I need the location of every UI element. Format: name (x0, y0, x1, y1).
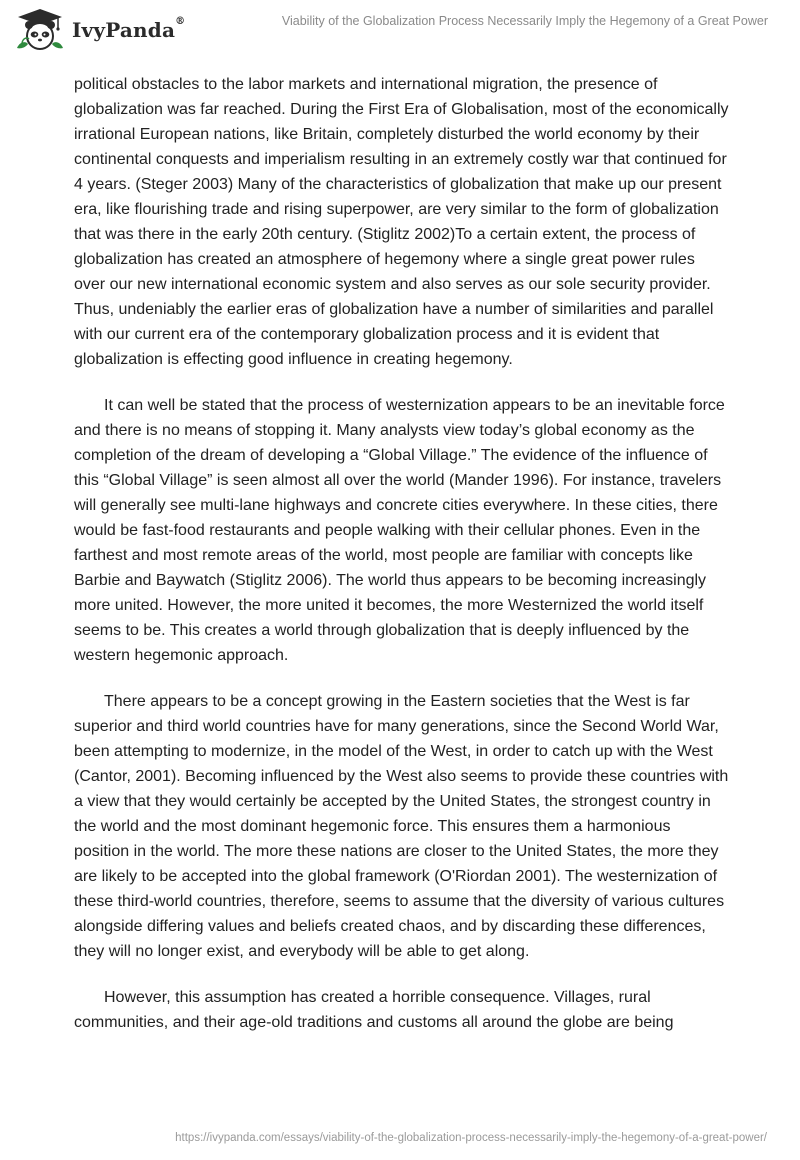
registered-mark: ® (175, 16, 186, 27)
paragraph: There appears to be a concept growing in the Eastern societies that the West is far superior and third world countries have for many generations, since the Second World War, been attempting to modernize, in the model of the West, in order to catch up with the West (Cantor, 2001). Becoming influenced by the West also seems to provide these countries with a view that they would certainly be accepted by the United States, the strongest country in the world and the most dominant hegemonic force. This ensures them a harmonious position in the world. The more these nations are closer to the United States, the more they are likely to be accepted into the global framework (O'Riordan 2001). The westernization of these third-world countries, therefore, seems to assume that the diversity of various cultures alongside differing values and beliefs created chaos, and by discarding these differences, they will no longer exist, and everybody will be able to get along. (74, 693, 729, 960)
source-url[interactable]: https://ivypanda.com/essays/viability-of-the-globalization-process-necessarily-imply-the-hegemony-of-a-great-power/ (175, 1132, 767, 1144)
ivypanda-logo[interactable] (14, 8, 185, 52)
paragraph: political obstacles to the labor markets and international migration, the presence of globalization was far reached. During the First Era of Globalisation, most of the economically irrational European nations, like Britain, completely disturbed the world economy by their continental conquests and imperialism resulting in an extremely costly war that continued for 4 years. (Steger 2003) Many of the characteristics of globalization that make up our present era, like flourishing trade and rising superpower, are very similar to the form of globalization that was there in the early 20th century. (Stiglitz 2002)To a certain extent, the process of globalization has created an atmosphere of hegemony where a single great power rules over our new international economic system and also serves as our sole security provider. Thus, undeniably the earlier eras of globalization have a number of similarities and parallel with our current era of the contemporary globalization process and it is evident that globalization is effecting good influence in creating hegemony. (74, 76, 729, 368)
brand-label: IvyPanda (72, 18, 176, 42)
paragraph: It can well be stated that the process of westernization appears to be an inevitable force and there is no means of stopping it. Many analysts view today’s global economy as the completion of the dream of developing a “Global Village.” The evidence of the influence of this “Global Village” is seen almost all over the world (Mander 1996). For instance, travelers will generally see multi-lane highways and concrete cities everywhere. In these cities, there would be fast-food restaurants and people walking with their cellular phones. Even in the farthest and most remote areas of the world, most people are familiar with concepts like Barbie and Baywatch (Stiglitz 2006). The world thus appears to be becoming increasingly more united. However, the more united it becomes, the more Westernized the world itself seems to be. This creates a world through globalization that is deeply influenced by the western hegemonic approach. (74, 397, 725, 664)
panda-graduation-cap-icon (14, 8, 66, 52)
paragraph: However, this assumption has created a horrible consequence. Villages, rural communities, and their age-old traditions and customs all around the globe are being (74, 989, 674, 1031)
document-title: Viability of the Globalization Process Necessarily Imply the Hegemony of a Great Power (281, 14, 768, 28)
page-header (0, 0, 800, 60)
essay-body (74, 72, 730, 1056)
brand-name (72, 18, 185, 42)
